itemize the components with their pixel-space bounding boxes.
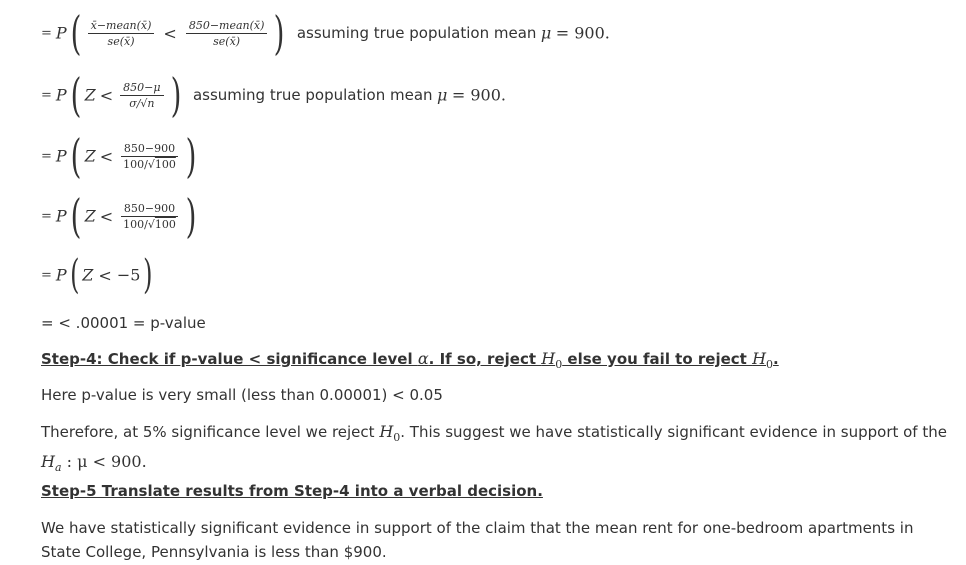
fraction-denominator: se(x̄) bbox=[107, 34, 135, 48]
left-paren: ( bbox=[70, 68, 82, 122]
probability-symbol: P bbox=[55, 23, 67, 43]
fraction-rhs bbox=[186, 19, 268, 48]
probability-symbol: P bbox=[55, 85, 67, 105]
less-than: < bbox=[99, 85, 114, 105]
fraction-denominator bbox=[120, 157, 179, 171]
equation-5 bbox=[41, 252, 156, 298]
sqrt-symbol: √ bbox=[147, 217, 155, 231]
z-variable: Z bbox=[84, 146, 96, 166]
alpha-symbol: α bbox=[417, 349, 429, 368]
left-paren: ( bbox=[70, 189, 82, 243]
h-subscript: 0 bbox=[393, 431, 401, 445]
pvalue-line: = < .00001 = p-value bbox=[41, 314, 206, 332]
fraction-numerator: x̄−mean(x̄) bbox=[88, 19, 155, 34]
left-paren: ( bbox=[69, 252, 80, 298]
equation-3 bbox=[41, 129, 200, 183]
h0-symbol bbox=[752, 349, 774, 372]
right-paren: ) bbox=[185, 129, 197, 183]
fraction-numerator: 850−900 bbox=[121, 202, 178, 217]
step5-heading: Step-5 Translate results from Step-4 into a verbal decision. bbox=[41, 482, 543, 500]
h-subscript: a bbox=[54, 461, 62, 475]
equation-1 bbox=[41, 6, 610, 60]
step4-heading-part: else you fail to reject bbox=[562, 350, 753, 368]
equation-2 bbox=[41, 68, 506, 122]
fraction bbox=[120, 142, 179, 171]
radicand: 100 bbox=[154, 157, 176, 171]
equals-sign: = bbox=[41, 87, 52, 103]
right-paren: ) bbox=[274, 6, 285, 60]
step4-heading-part: . If so, reject bbox=[428, 350, 542, 368]
equals-sign: = bbox=[41, 25, 52, 41]
fraction-denominator bbox=[120, 217, 179, 231]
fraction bbox=[120, 202, 179, 231]
fraction-numerator: 850−mean(x̄) bbox=[186, 19, 268, 34]
h0-symbol bbox=[379, 422, 401, 445]
z-variable: Z bbox=[82, 265, 94, 285]
less-than: < bbox=[99, 146, 114, 166]
fraction-numerator: 850−900 bbox=[121, 142, 178, 157]
less-than: < bbox=[163, 23, 177, 43]
right-paren: ) bbox=[143, 252, 153, 298]
z-value: −5 bbox=[116, 265, 141, 285]
assumption-note: assuming true population mean bbox=[192, 86, 433, 104]
radicand: 100 bbox=[154, 217, 176, 231]
mu-symbol: μ bbox=[540, 23, 552, 43]
h-letter: H bbox=[41, 452, 55, 472]
step4-heading-part: . bbox=[773, 350, 779, 368]
h-letter: H bbox=[541, 349, 556, 368]
probability-symbol: P bbox=[55, 206, 67, 226]
probability-symbol: P bbox=[55, 265, 67, 285]
step4-text-part: . This suggest we have statistically significant evidence in support of the bbox=[400, 423, 947, 441]
step4-text-2 bbox=[41, 420, 951, 480]
fraction-lhs bbox=[88, 19, 155, 48]
step4-heading bbox=[41, 349, 779, 371]
h-letter: H bbox=[752, 349, 767, 368]
equation-4 bbox=[41, 189, 200, 243]
z-variable: Z bbox=[84, 85, 96, 105]
less-than: < bbox=[98, 265, 112, 285]
z-variable: Z bbox=[84, 206, 96, 226]
left-paren: ( bbox=[70, 6, 82, 60]
h-subscript: 0 bbox=[766, 358, 774, 372]
probability-symbol: P bbox=[55, 146, 67, 166]
denominator-part: 100/ bbox=[123, 217, 148, 231]
h-subscript: 0 bbox=[555, 358, 563, 372]
denominator-part: 100/ bbox=[123, 157, 148, 171]
fraction-denominator: se(x̄) bbox=[213, 34, 241, 48]
mu-value: = 900. bbox=[555, 23, 610, 43]
sqrt-symbol: √ bbox=[147, 157, 155, 171]
left-paren: ( bbox=[70, 129, 82, 183]
right-paren: ) bbox=[185, 189, 197, 243]
step4-heading-part: Step-4: Check if p-value < significance level bbox=[41, 350, 418, 368]
assumption-note: assuming true population mean bbox=[296, 24, 537, 42]
h-letter: H bbox=[379, 422, 394, 441]
mu-value: = 900. bbox=[451, 85, 506, 105]
step5-text: We have statistically significant evidence in support of the claim that the mean rent for one-bedroom apartments in State College, Pennsylvania is less than $900. bbox=[41, 519, 914, 561]
less-than: < bbox=[99, 206, 114, 226]
alternative-hypothesis: : μ < 900. bbox=[61, 452, 147, 472]
mu-symbol: μ bbox=[436, 85, 448, 105]
step4-text-part: Therefore, at 5% significance level we reject bbox=[41, 423, 380, 441]
h0-symbol bbox=[541, 349, 563, 372]
right-paren: ) bbox=[170, 68, 181, 122]
equals-sign: = bbox=[41, 267, 52, 283]
ha-symbol bbox=[41, 452, 62, 475]
equals-sign: = bbox=[41, 208, 52, 224]
equals-sign: = bbox=[41, 148, 52, 164]
fraction-numerator: 850−μ bbox=[120, 81, 163, 96]
fraction-denominator: σ/√n bbox=[129, 96, 155, 110]
step4-text-1: Here p-value is very small (less than 0.00001) < 0.05 bbox=[41, 386, 443, 404]
fraction bbox=[120, 81, 163, 110]
